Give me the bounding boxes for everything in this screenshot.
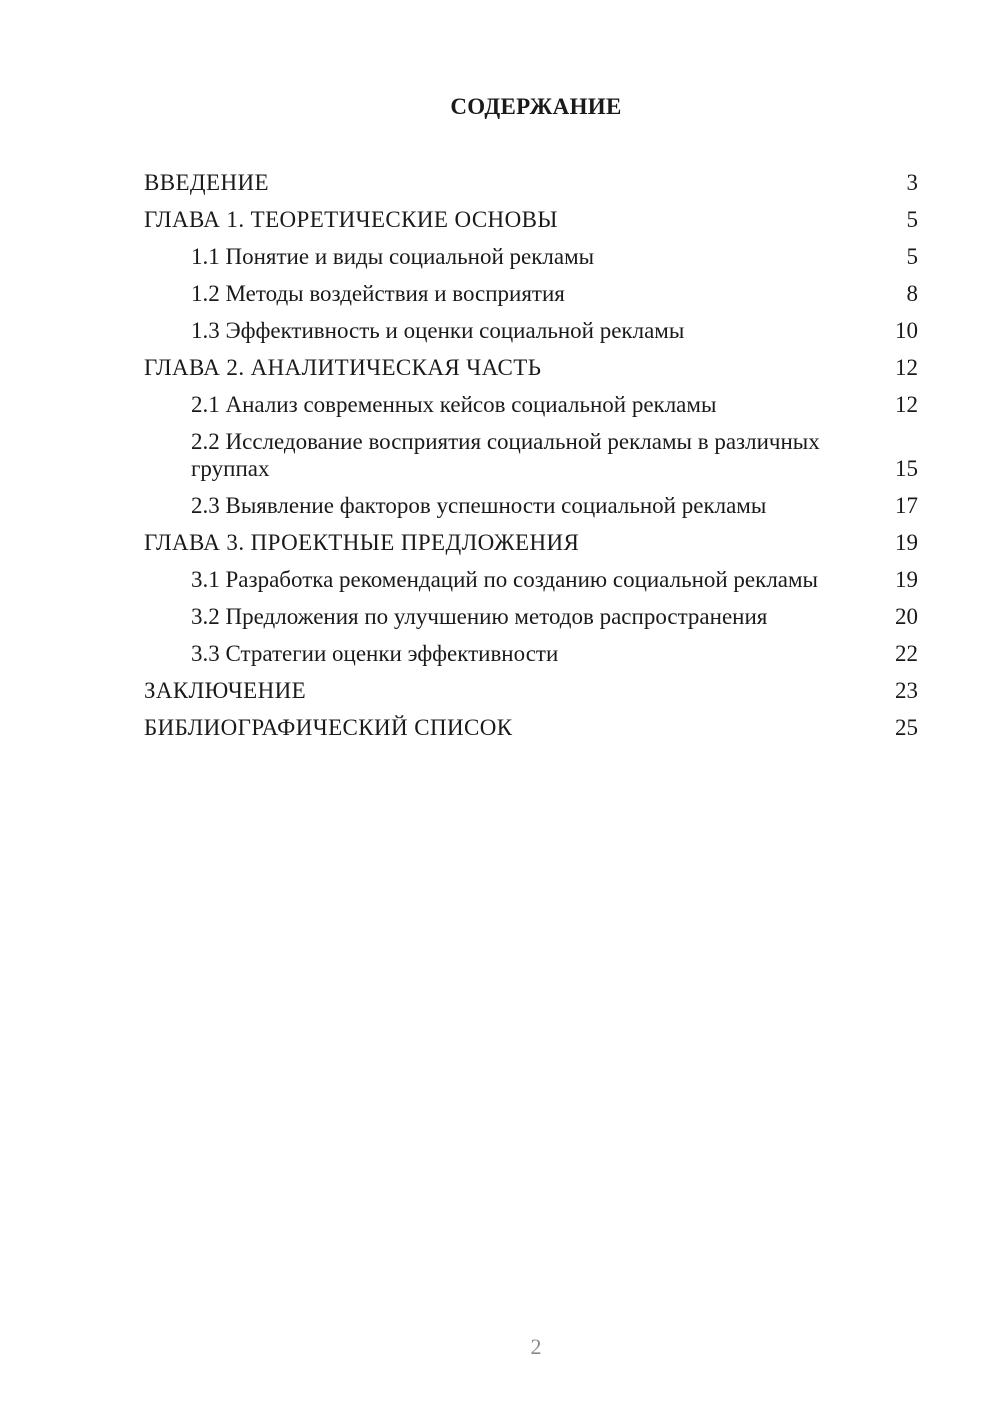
- toc-entry-title: 1.2 Методы воздействия и восприятия: [191, 281, 565, 306]
- toc-entry-page: 3: [906, 170, 918, 195]
- toc-entry-page: 5: [906, 207, 918, 232]
- toc-entry-title: 1.3 Эффективность и оценки социальной рекламы: [191, 318, 685, 343]
- toc-entry-page: 20: [895, 604, 918, 629]
- toc-entry-page: 8: [906, 281, 918, 306]
- toc-entry-page: 10: [895, 318, 918, 343]
- toc-entry-title: 2.2 Исследование восприятия социальной рекламы в различных группах: [191, 429, 820, 481]
- toc-entry-page: 25: [895, 715, 918, 740]
- toc-entry: [144, 600, 918, 637]
- toc-entry: [144, 388, 918, 425]
- toc-entry: [144, 425, 918, 489]
- toc-entry: [144, 674, 918, 711]
- toc-entry-title: ГЛАВА 3. ПРОЕКТНЫЕ ПРЕДЛОЖЕНИЯ: [144, 530, 580, 555]
- toc-entry-page: 15: [895, 456, 918, 481]
- toc-entry: [144, 526, 918, 563]
- toc-entry-title: 3.3 Стратегии оценки эффективности: [191, 641, 559, 666]
- toc-entry-page: 12: [895, 392, 918, 417]
- toc-entry-title: ВВЕДЕНИЕ: [144, 170, 269, 195]
- toc-entry: [144, 277, 918, 314]
- toc-entry-title: ГЛАВА 1. ТЕОРЕТИЧЕСКИЕ ОСНОВЫ: [144, 207, 558, 232]
- toc-entry-page: 12: [895, 355, 918, 380]
- toc-entry: [144, 637, 918, 674]
- toc-entry: [144, 489, 918, 526]
- toc-entry: [144, 563, 918, 600]
- toc-entry-page: 5: [906, 244, 918, 269]
- toc-entry: [144, 314, 918, 351]
- toc-entry-title: 3.2 Предложения по улучшению методов распространения: [191, 604, 768, 629]
- toc-entry-page: 22: [895, 641, 918, 666]
- toc-entry-title: ЗАКЛЮЧЕНИЕ: [144, 678, 307, 703]
- table-of-contents: [144, 166, 918, 748]
- toc-entry: [144, 351, 918, 388]
- toc-entry-page: 17: [895, 493, 918, 518]
- toc-entry-title: 1.1 Понятие и виды социальной рекламы: [191, 244, 595, 269]
- toc-entry-title: 2.3 Выявление факторов успешности социальной рекламы: [191, 493, 767, 518]
- toc-entry-page: 19: [895, 567, 918, 592]
- page-title: СОДЕРЖАНИЕ: [450, 94, 622, 119]
- page-number: 2: [530, 1334, 542, 1359]
- toc-entry: [144, 711, 918, 748]
- toc-entry: [144, 203, 918, 240]
- toc-entry: [144, 240, 918, 277]
- toc-entry-page: 19: [895, 530, 918, 555]
- toc-entry-title: БИБЛИОГРАФИЧЕСКИЙ СПИСОК: [144, 715, 513, 740]
- toc-entry-title: 2.1 Анализ современных кейсов социальной рекламы: [191, 392, 717, 417]
- toc-entry-page: 23: [895, 678, 918, 703]
- toc-entry-title: 3.1 Разработка рекомендаций по созданию социальной рекламы: [191, 567, 819, 592]
- toc-entry-title: ГЛАВА 2. АНАЛИТИЧЕСКАЯ ЧАСТЬ: [144, 355, 542, 380]
- toc-entry: [144, 166, 918, 203]
